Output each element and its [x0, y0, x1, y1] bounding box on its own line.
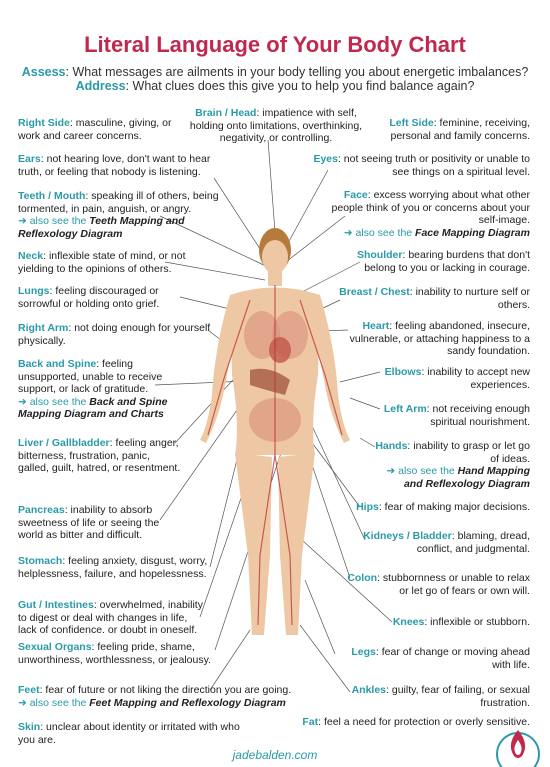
stomach-label: Stomach: feeling anxiety, disgust, worry, helplessness, failure, and hopelessness.	[18, 555, 208, 580]
feet-label: Feet: fear of future or not liking the direction you are going. ➜ also see the Feet Mapping and Reflexology Diagram	[18, 684, 292, 709]
hips-label: Hips: fear of making major decisions.	[356, 501, 530, 513]
legs-label: Legs: fear of change or moving ahead with life.	[351, 646, 530, 671]
ankles-label: Ankles: guilty, fear of failing, or sexual frustration.	[351, 684, 530, 709]
address-line: Address: What clues does this give you to help you find balance again?	[75, 79, 475, 93]
neck-label: Neck: inflexible state of mind, or not yielding to the opinions of others.	[18, 250, 186, 275]
sexual-organs-label: Sexual Organs: feeling pride, shame, unworthiness, worthlessness, or jealousy.	[18, 641, 211, 666]
hands-label: Hands: inability to grasp or let go of ideas. ➜ also see the Hand Mapping and Reflexology Diagram	[375, 440, 530, 490]
eyes-label: Eyes: not seeing truth or positivity or unable to see things on a spiritual level.	[313, 153, 530, 178]
fat-label: Fat: feel a need for protection or overly sensitive.	[302, 716, 530, 728]
human-body-figure	[190, 225, 360, 650]
elbows-label: Elbows: inability to accept new experiences.	[384, 366, 530, 391]
shoulder-label: Shoulder: bearing burdens that don't belong to you or lacking in courage.	[356, 249, 530, 274]
left-side-label: Left Side: feminine, receiving, personal and family concerns.	[389, 117, 530, 142]
brand-logo-icon	[496, 722, 540, 767]
website-footer[interactable]: jadebalden.com	[232, 748, 318, 762]
gut-intestines-label: Gut / Intestines: overwhelmed, inability to digest or deal with changes in life, lack of confidence. or doubt in oneself.	[18, 599, 203, 636]
assess-line: Assess: What messages are ailments in your body telling you about energetic imbalances?	[21, 65, 529, 79]
kidneys-bladder-label: Kidneys / Bladder: blaming, dread, conflict, and judgmental.	[363, 530, 530, 555]
pancreas-label: Pancreas: inability to absorb sweetness of life or seeing the world as bitter and difficult.	[18, 504, 160, 541]
skin-label: Skin: unclear about identity or irritated with who you are.	[18, 721, 240, 746]
heart-label: Heart: feeling abandoned, insecure, vulnerable, or attaching happiness to a sandy foundation.	[349, 320, 530, 357]
left-arm-label: Left Arm: not receiving enough spiritual nourishment.	[383, 403, 530, 428]
colon-label: Colon: stubbornness or unable to relax or let go of fears or own will.	[347, 572, 530, 597]
face-label: Face: excess worrying about what other people think of you or concerns about your self-image. ➜ also see the Face Mapping Diagram	[331, 189, 530, 239]
ears-label: Ears: not hearing love, don't want to hear truth, or feeling that nobody is listening.	[18, 153, 211, 178]
liver-gallbladder-label: Liver / Gallbladder: feeling anger, bitterness, frustration, panic, galled, guilt, hatred, or resentment.	[18, 437, 181, 474]
page-title: Literal Language of Your Body Chart	[84, 32, 466, 57]
right-arm-label: Right Arm: not doing enough for yourself physically.	[18, 322, 211, 347]
right-side-label: Right Side: masculine, giving, or work and career concerns.	[18, 117, 172, 142]
back-spine-label: Back and Spine: feeling unsupported, unable to receive support, or lack of gratitude. ➜ also see the Back and Spine Mapping Diagram and Charts	[18, 358, 168, 420]
breast-chest-label: Breast / Chest: inability to nurture self or others.	[339, 286, 530, 311]
teeth-mouth-label: Teeth / Mouth: speaking ill of others, being tormented, in pain, anguish, or angry. ➜ also see the Teeth Mapping and Reflexology Diagram	[18, 190, 219, 240]
lungs-label: Lungs: feeling discouraged or sorrowful or holding onto grief.	[18, 285, 160, 310]
brain-head-label: Brain / Head: impatience with self, holding onto limitations, overthinking, negativity, or controlling.	[189, 107, 363, 144]
knees-label: Knees: inflexible or stubborn.	[392, 616, 530, 628]
